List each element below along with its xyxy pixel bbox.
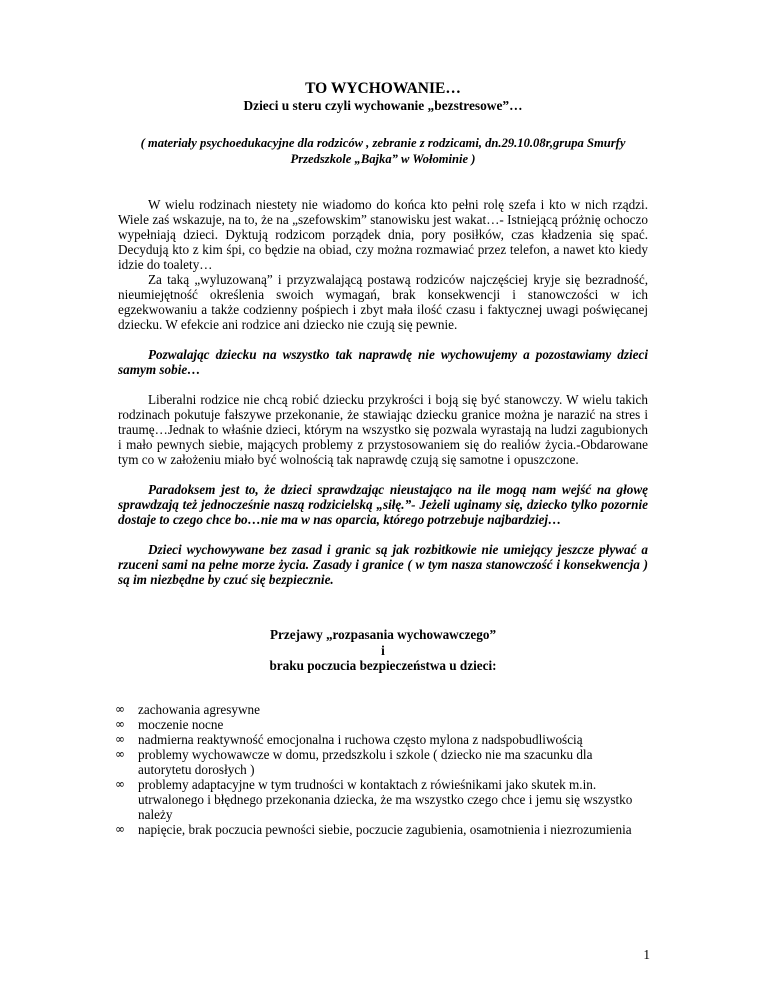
page-number: 1 bbox=[643, 947, 650, 962]
section-heading-line-2: i bbox=[381, 642, 385, 658]
infinity-bullet-icon: ∞ bbox=[115, 731, 125, 746]
list-item bbox=[115, 776, 648, 822]
infinity-bullet-icon: ∞ bbox=[115, 821, 125, 836]
emphasis-paragraph-1: Pozwalając dziecku na wszystko tak naprawdę nie wychowujemy a pozostawiamy dzieci samym sobie… bbox=[118, 347, 648, 377]
section-heading bbox=[118, 627, 648, 674]
materials-note: ( materiały psychoedukacyjne dla rodziców , zebranie z rodzicami, dn.29.10.08r,grupa Smurfy Przedszkole „Bajka” w Wołominie ) bbox=[140, 136, 626, 166]
emphasis-paragraph-2: Paradoksem jest to, że dzieci sprawdzając nieustająco na ile mogą nam wejść na głowę sprawdzają też jednocześnie naszą rodzicielską „siłę.”- Jeżeli uginamy się, dziecko tylko pozornie dostaje to czego chce bo…nie ma w nas oparcia, którego potrzebuje najbardziej… bbox=[118, 482, 648, 527]
paragraph-2: Za taką „wyluzowaną” i przyzwalającą postawą rodziców najczęściej kryje się bezradność, nieumiejętność określenia swoich wymagań, brak konsekwencji i stanowczości w ich egzekwowaniu a także codzienny pośpiech i zbyt mała ilość czasu i faktycznej uwagi poświęcanej dziecku. W efekcie ani rodzice ani dziecko nie czują się pewnie. bbox=[118, 272, 648, 332]
symptoms-list bbox=[115, 701, 648, 837]
list-item bbox=[115, 701, 648, 717]
document-content bbox=[115, 80, 648, 837]
list-item bbox=[115, 716, 648, 732]
page-subtitle: Dzieci u steru czyli wychowanie „bezstresowe”… bbox=[243, 98, 523, 113]
list-item-text: moczenie nocne bbox=[138, 716, 224, 732]
paragraph-1: W wielu rodzinach niestety nie wiadomo do końca kto pełni rolę szefa i kto w nich rządzi. Wiele zaś wskazuje, na to, że na „szefowskim” stanowisku jest wakat…- Istniejącą próżnię ochoczo wypełniają dzieci. Dyktują rodzicom porządek dnia, pory posiłków, czas kładzenia się spać. Decydują kto z kim śpi, co będzie na obiad, czy można rozmawiać przez telefon, a nawet kto kiedy idzie do toalety… bbox=[118, 197, 648, 272]
list-item-text: problemy adaptacyjne w tym trudności w kontaktach z rówieśnikami jako skutek m.in. utrwalonego i błędnego przekonania dziecka, że ma wszystko czego chce i jemu się wszystko należy bbox=[138, 776, 633, 822]
infinity-bullet-icon: ∞ bbox=[115, 701, 125, 716]
section-heading-line-3: braku poczucia bezpieczeństwa u dzieci: bbox=[269, 658, 497, 673]
list-item-text: zachowania agresywne bbox=[138, 701, 260, 717]
infinity-bullet-icon: ∞ bbox=[115, 716, 125, 731]
list-item bbox=[115, 746, 648, 777]
list-item bbox=[115, 821, 648, 837]
emphasis-paragraph-3: Dzieci wychowywane bez zasad i granic są jak rozbitkowie nie umiejący jeszcze pływać a rzuceni sami na pełne morze życia. Zasady i granice ( w tym nasza stanowczość i konsekwencja ) są im niezbędne by czuć się bezpiecznie. bbox=[118, 542, 648, 587]
page-title: TO WYCHOWANIE… bbox=[305, 80, 461, 97]
infinity-bullet-icon: ∞ bbox=[115, 746, 125, 761]
list-item-text: nadmierna reaktywność emocjonalna i ruchowa często mylona z nadspobudliwością bbox=[138, 731, 583, 747]
list-item-text: napięcie, brak poczucia pewności siebie, poczucie zagubienia, osamotnienia i niezrozumienia bbox=[138, 821, 632, 837]
section-heading-line-1: Przejawy „rozpasania wychowawczego” bbox=[269, 627, 497, 642]
infinity-bullet-icon: ∞ bbox=[115, 776, 125, 791]
list-item-text: problemy wychowawcze w domu, przedszkolu i szkole ( dziecko nie ma szacunku dla autorytetu dorosłych ) bbox=[138, 746, 593, 777]
list-item bbox=[115, 731, 648, 747]
paragraph-3: Liberalni rodzice nie chcą robić dziecku przykrości i boją się być stanowczy. W wielu takich rodzinach pokutuje fałszywe przekonanie, że stawiając dziecku granice można je narazić na stres i traumę…Jednak to właśnie dzieci, którym na wszystko się pozwala wyrastają na ludzi zagubionych i mało pewnych siebie, mających problemy z przystosowaniem się do realiów życia.-Obdarowane tym co w założeniu miało być wolnością tak naprawdę czują się samotne i opuszczone. bbox=[118, 392, 648, 467]
